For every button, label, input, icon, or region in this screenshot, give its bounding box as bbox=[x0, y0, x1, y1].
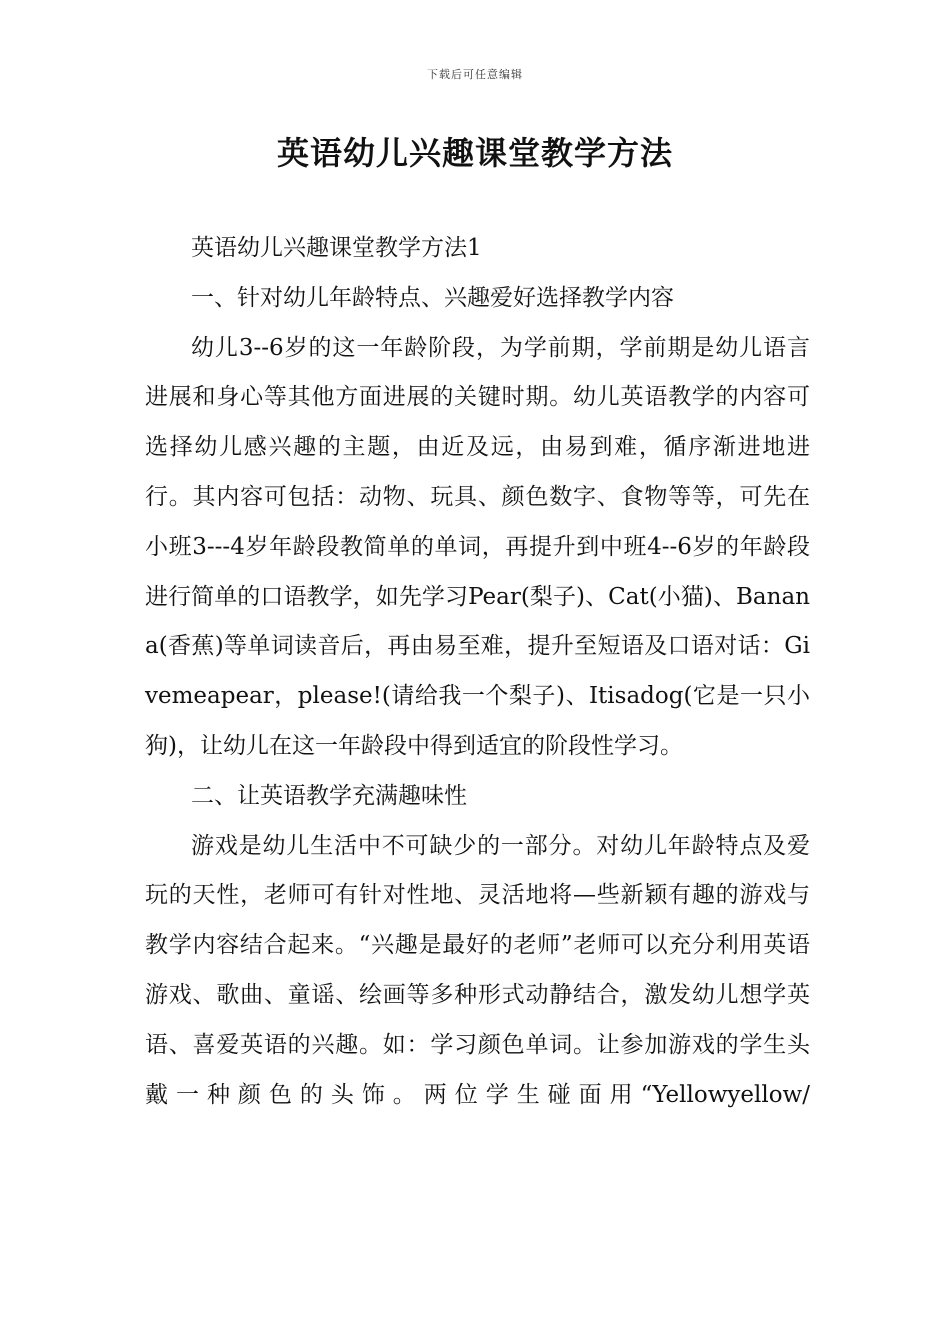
section-heading-1: 一、针对幼儿年龄特点、兴趣爱好选择教学内容 bbox=[191, 284, 674, 311]
section-heading-method-1: 英语幼儿兴趣课堂教学方法1 bbox=[191, 235, 482, 261]
document-body bbox=[145, 224, 810, 1120]
body-paragraph-2: 游戏是幼儿生活中不可缺少的一部分。对幼儿年龄特点及爱玩的天性，老师可有针对性地、灵活地将—些新颖有趣的游戏与教学内容结合起来。“兴趣是最好的老师”老师可以充分利用英语游戏、歌曲、童谣、绘画等多种形式动静结合，激发幼儿想学英语、喜爱英语的兴趣。如：学习颜色单词。让参加游戏的学生头戴一种颜色的头饰。两位学生碰面用“Yellowyellow/ bbox=[145, 832, 810, 1108]
body-paragraph-1: 幼儿3--6岁的这一年龄阶段，为学前期，学前期是幼儿语言进展和身心等其他方面进展的关键时期。幼儿英语教学的内容可选择幼儿感兴趣的主题，由近及远，由易到难，循序渐进地进行。其内容可包括：动物、玩具、颜色数字、食物等等，可先在小班3---4岁年龄段教简单的单词，再提升到中班4--6岁的年龄段进行简单的口语教学，如先学习Pear(梨子)、Cat(小猫)、Banana(香蕉)等单词读音后，再由易至难，提升至短语及口语对话：Givemeapear，please!(请给我一个梨子)、Itisadog(它是一只小狗)，让幼儿在这一年龄段中得到适宜的阶段性学习。 bbox=[145, 334, 810, 759]
section-heading-2: 二、让英语教学充满趣味性 bbox=[191, 782, 467, 809]
header-note: 下载后可任意编辑 bbox=[427, 68, 523, 81]
document-title: 英语幼儿兴趣课堂教学方法 bbox=[276, 134, 673, 172]
